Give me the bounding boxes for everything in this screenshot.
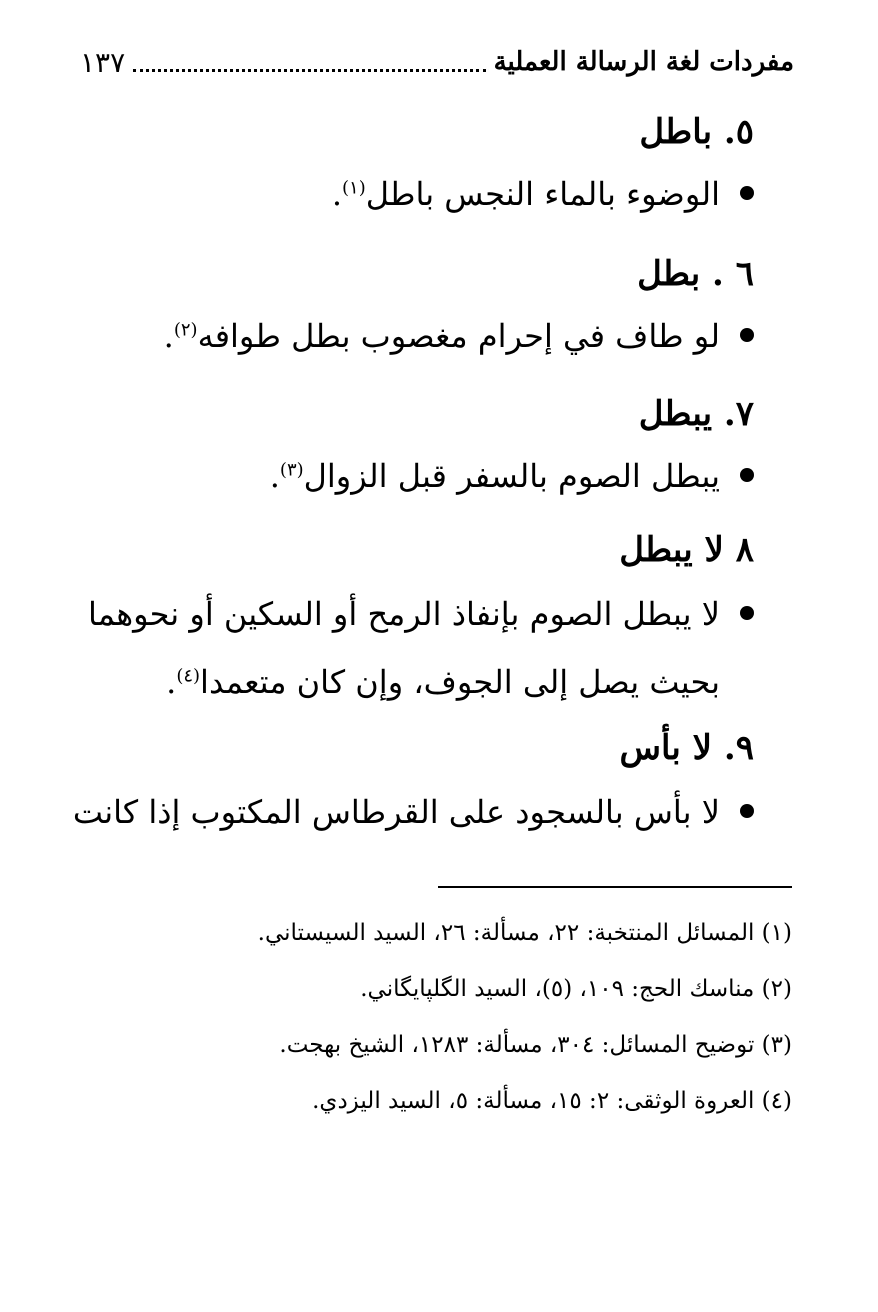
header-title: مفردات لغة الرسالة العملية	[493, 47, 794, 77]
bullet-text-continuation: بحيث يصل إلى الجوف، وإن كان متعمدا	[200, 663, 720, 701]
bullet-text: لو طاف في إحرام مغصوب بطل طوافه	[197, 317, 720, 355]
bullet-text: الوضوء بالماء النجس باطل	[365, 175, 720, 213]
page-number: ١٣٧	[80, 45, 126, 79]
bullet-text: لا بأس بالسجود على القرطاس المكتوب إذا كانت	[72, 793, 720, 831]
bullet-text: لا يبطل الصوم بإنفاذ الرمح أو السكين أو نحوهما	[87, 595, 720, 633]
bullet-item-7	[270, 442, 754, 510]
footnote-2: (٢) مناسك الحج: ١٠٩، (٥)، السيد الگلپايگاني.	[360, 976, 792, 1002]
running-header	[80, 40, 794, 84]
section-heading-9: ٩. لا بأس	[619, 728, 754, 768]
bullet-dot	[740, 804, 754, 818]
footnote-separator	[438, 886, 792, 888]
footnote-ref: (١)	[342, 177, 366, 199]
bullet-end-mark: .	[331, 175, 343, 213]
bullet-dot	[740, 186, 754, 200]
bullet-item-5	[332, 160, 754, 228]
bullet-dot	[740, 468, 754, 482]
bullet-dot	[740, 606, 754, 620]
bullet-end-mark: .	[163, 317, 174, 355]
bullet-item-6	[164, 302, 754, 370]
footnote-1: (١) المسائل المنتخبة: ٢٢، مسألة: ٢٦، السيد السيستاني.	[257, 920, 792, 946]
section-heading-5: ٥. باطل	[639, 112, 754, 152]
bullet-end-mark: .	[166, 663, 177, 701]
footnote-4: (٤) العروة الوثقى: ٢: ١٥، مسألة: ٥، السيد اليزدي.	[312, 1088, 792, 1114]
footnote-ref: (٤)	[176, 665, 201, 687]
footnote-ref: (٢)	[173, 319, 198, 341]
section-heading-8: ٨ لا يبطل	[619, 530, 754, 570]
bullet-text: يبطل الصوم بالسفر قبل الزوال	[303, 457, 720, 495]
bullet-item-8	[88, 580, 754, 716]
bullet-end-mark: .	[269, 457, 280, 495]
bullet-item-9	[73, 778, 754, 846]
section-heading-7: ٧. يبطل	[638, 394, 754, 434]
footnote-3: (٣) توضيح المسائل: ٣٠٤، مسألة: ١٢٨٣، الشيخ بهجت.	[279, 1032, 792, 1058]
bullet-dot	[740, 328, 754, 342]
header-leader-dots	[133, 69, 485, 72]
section-heading-6: ٦ . بطل	[637, 254, 754, 294]
footnote-ref: (٣)	[279, 459, 304, 481]
